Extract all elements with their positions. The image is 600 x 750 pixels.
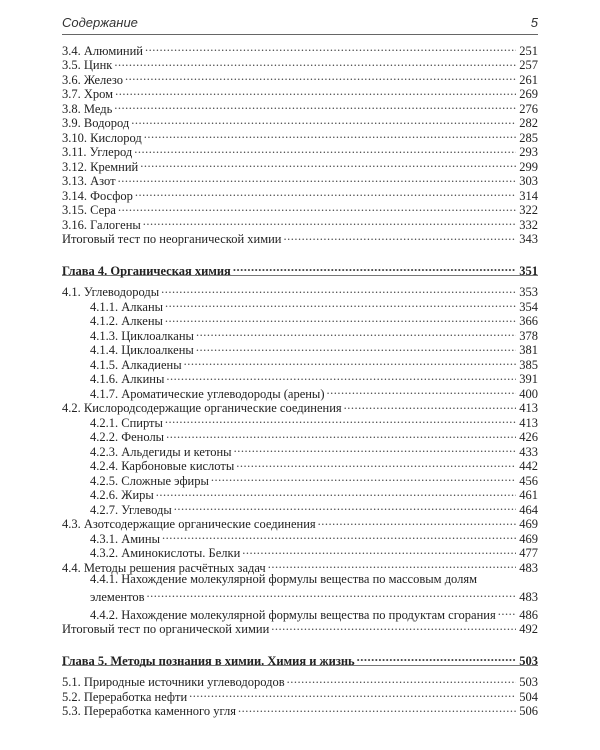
toc-entry-page: 251 bbox=[519, 43, 538, 58]
toc-entry-label: 4.2.3. Альдегиды и кетоны bbox=[90, 444, 232, 459]
toc-entry[interactable] bbox=[62, 185, 538, 203]
toc-entry-page: 332 bbox=[519, 217, 538, 232]
toc-entry-label: 4.2.1. Спирты bbox=[90, 415, 163, 430]
toc-entry[interactable] bbox=[62, 142, 538, 157]
toc-entry-page: 276 bbox=[519, 101, 538, 116]
toc-entry-page: 413 bbox=[519, 401, 538, 415]
toc-entry-label: 3.5. Цинк bbox=[62, 58, 113, 72]
toc-entry[interactable] bbox=[62, 127, 538, 145]
toc-entry-page: 322 bbox=[519, 203, 538, 217]
toc-entry-page: 469 bbox=[519, 517, 538, 531]
toc-entry-page: 282 bbox=[519, 116, 538, 130]
toc-entry-label: 3.10. Кислород bbox=[62, 130, 142, 145]
table-of-contents bbox=[62, 40, 538, 718]
toc-entry-page: 314 bbox=[519, 188, 538, 203]
toc-entry-page: 477 bbox=[519, 546, 538, 560]
toc-entry[interactable] bbox=[62, 40, 538, 58]
toc-entry-label: 3.15. Сера bbox=[62, 203, 116, 217]
toc-entry[interactable] bbox=[62, 171, 538, 186]
toc-entry-label: 4.1.6. Алкины bbox=[90, 372, 165, 386]
toc-entry[interactable] bbox=[62, 672, 538, 687]
toc-entry-label: 4.1. Углеводороды bbox=[62, 285, 160, 299]
toc-entry-page: 506 bbox=[519, 704, 538, 718]
toc-entry-page: 385 bbox=[519, 357, 538, 372]
header-page-number: 5 bbox=[530, 15, 538, 30]
running-header bbox=[62, 12, 538, 35]
toc-entry-page: 413 bbox=[519, 415, 538, 430]
toc-entry-label: 3.13. Азот bbox=[62, 174, 116, 188]
toc-entry-page: 285 bbox=[519, 130, 538, 145]
toc-entry-label: 4.3. Азотсодержащие органические соединения bbox=[62, 517, 316, 531]
toc-entry[interactable] bbox=[62, 69, 538, 87]
toc-entry-page: 366 bbox=[519, 314, 538, 328]
toc-entry-label-continued: элементов bbox=[90, 589, 145, 604]
toc-entry-label: 4.3.1. Амины bbox=[90, 531, 160, 546]
toc-entry-page: 257 bbox=[519, 58, 538, 72]
toc-entry-label: 4.1.4. Циклоалкены bbox=[90, 343, 194, 357]
toc-entry-label: 3.4. Алюминий bbox=[62, 43, 143, 58]
toc-entry-page: 299 bbox=[519, 159, 538, 174]
toc-entry[interactable] bbox=[62, 214, 538, 232]
toc-entry[interactable] bbox=[62, 282, 538, 297]
toc-entry[interactable] bbox=[62, 55, 538, 70]
toc-entry-page: 351 bbox=[519, 263, 538, 278]
toc-entry-label: Глава 5. Методы познания в химии. Химия и жизнь bbox=[62, 653, 355, 668]
toc-entry-page: 378 bbox=[519, 328, 538, 343]
toc-entry[interactable] bbox=[62, 84, 538, 99]
toc-entry-label: 3.6. Железо bbox=[62, 72, 124, 87]
toc-entry-label: 3.16. Галогены bbox=[62, 217, 141, 232]
toc-entry-page: 293 bbox=[519, 145, 538, 159]
toc-entry-label: 4.4.1. Нахождение молекулярной формулы вещества по массовым долям bbox=[90, 571, 478, 586]
toc-entry-label: 3.12. Кремний bbox=[62, 159, 139, 174]
toc-entry-label: 4.2.6. Жиры bbox=[90, 488, 154, 502]
toc-entry-label: 4.2.4. Карбоновые кислоты bbox=[90, 459, 235, 473]
toc-entry[interactable] bbox=[62, 98, 538, 116]
toc-entry-label: Итоговый тест по неорганической химии bbox=[62, 232, 282, 246]
toc-entry[interactable] bbox=[62, 156, 538, 174]
toc-entry-label: Итоговый тест по органической химии bbox=[62, 622, 270, 636]
toc-entry[interactable] bbox=[62, 113, 538, 128]
toc-chapter-5[interactable] bbox=[62, 650, 538, 668]
toc-entry-label: 4.1.1. Алканы bbox=[90, 299, 164, 314]
toc-entry-page: 483 bbox=[519, 589, 538, 604]
toc-section-5 bbox=[62, 672, 538, 716]
toc-entry-label: 4.2.7. Углеводы bbox=[90, 502, 172, 517]
toc-section-4-end bbox=[62, 604, 538, 636]
toc-entry-page: 303 bbox=[519, 174, 538, 188]
toc-entry-label: 3.7. Хром bbox=[62, 87, 114, 101]
toc-entry-label: 4.1.3. Циклоалканы bbox=[90, 328, 194, 343]
toc-entry-label: 4.1.7. Ароматические углеводороды (арены) bbox=[90, 386, 325, 401]
toc-entry-label: 4.1.2. Алкены bbox=[90, 314, 163, 328]
toc-entry-page: 456 bbox=[519, 473, 538, 488]
toc-entry-label: 3.14. Фосфор bbox=[62, 188, 133, 203]
toc-entry-label: 4.2.2. Фенолы bbox=[90, 430, 165, 444]
toc-entry-page: 400 bbox=[519, 386, 538, 401]
header-title: Содержание bbox=[62, 15, 138, 30]
toc-section-4 bbox=[62, 282, 538, 575]
toc-entry-page: 433 bbox=[519, 444, 538, 459]
toc-entry-label: 4.2. Кислородсодержащие органические соединения bbox=[62, 401, 342, 415]
toc-entry-label: 4.1.5. Алкадиены bbox=[90, 357, 182, 372]
toc-entry[interactable] bbox=[62, 572, 538, 605]
toc-entry-page: 261 bbox=[519, 72, 538, 87]
toc-entry-page: 492 bbox=[519, 622, 538, 636]
toc-chapter-4[interactable] bbox=[62, 260, 538, 278]
toc-entry-page: 353 bbox=[519, 285, 538, 299]
toc-entry-page: 503 bbox=[519, 675, 538, 689]
toc-entry-page: 391 bbox=[519, 372, 538, 386]
toc-entry-label: 4.4. Методы решения расчётных задач bbox=[62, 560, 266, 575]
toc-entry-page: 504 bbox=[519, 689, 538, 704]
toc-entry-page: 426 bbox=[519, 430, 538, 444]
toc-entry-page: 442 bbox=[519, 459, 538, 473]
toc-entry-page: 343 bbox=[519, 232, 538, 246]
toc-entry-page: 469 bbox=[519, 531, 538, 546]
toc-entry-label: Глава 4. Органическая химия bbox=[62, 263, 231, 278]
toc-entry[interactable] bbox=[62, 200, 538, 215]
toc-entry-label: 4.3.2. Аминокислоты. Белки bbox=[90, 546, 241, 560]
toc-entry-label: 3.11. Углерод bbox=[62, 145, 133, 159]
toc-entry-page: 461 bbox=[519, 488, 538, 502]
toc-entry-page: 381 bbox=[519, 343, 538, 357]
toc-entry-page: 464 bbox=[519, 502, 538, 517]
toc-entry-label: 3.9. Водород bbox=[62, 116, 130, 130]
toc-entry-label: 4.4.2. Нахождение молекулярной формулы вещества по продуктам сгорания bbox=[90, 607, 496, 622]
toc-entry-page: 486 bbox=[519, 607, 538, 622]
toc-entry-label: 5.1. Природные источники углеводородов bbox=[62, 675, 285, 689]
toc-entry-label: 5.3. Переработка каменного угля bbox=[62, 704, 236, 718]
toc-entry-page: 269 bbox=[519, 87, 538, 101]
toc-entry-label: 4.2.5. Сложные эфиры bbox=[90, 473, 209, 488]
toc-entry-page: 354 bbox=[519, 299, 538, 314]
toc-entry[interactable] bbox=[62, 604, 538, 622]
toc-entry-label: 5.2. Переработка нефти bbox=[62, 689, 188, 704]
toc-entry-page: 483 bbox=[519, 560, 538, 575]
toc-section-3 bbox=[62, 40, 538, 246]
toc-entry-label: 3.8. Медь bbox=[62, 101, 113, 116]
toc-entry-page: 503 bbox=[519, 653, 538, 668]
